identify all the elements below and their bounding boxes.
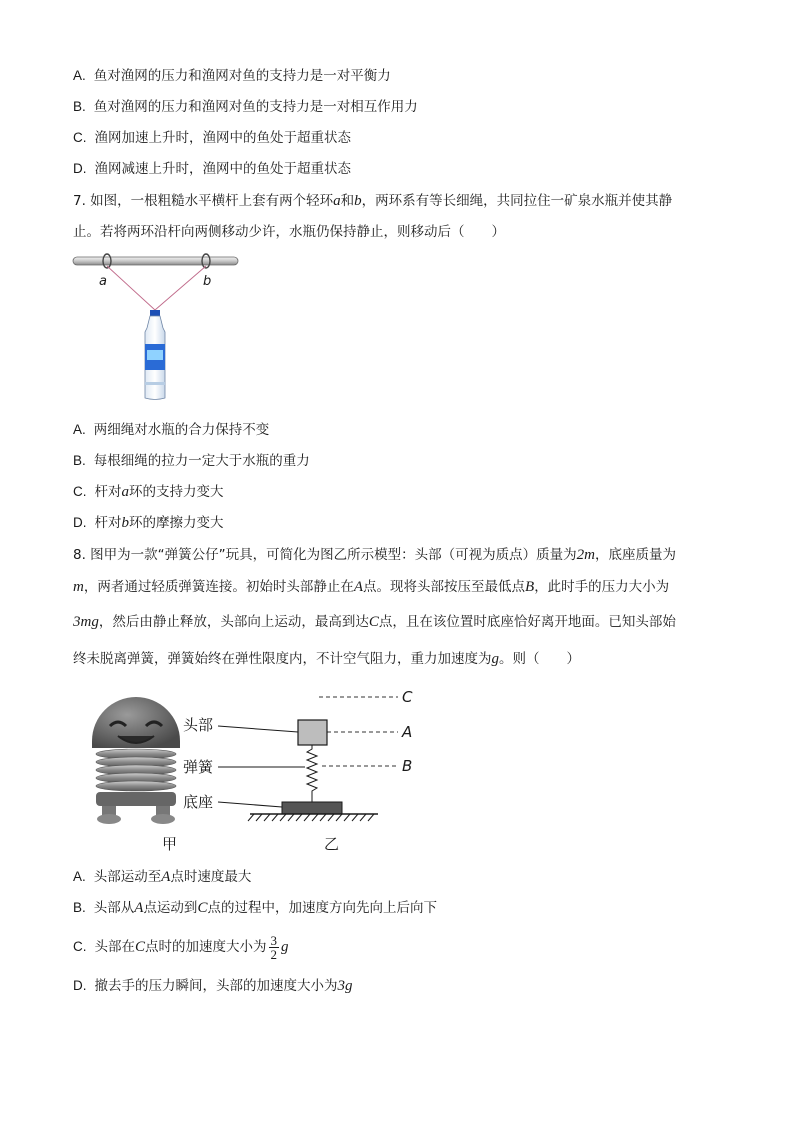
q8-text: ，此时手的压力大小为: [534, 579, 670, 595]
q8-text: ，底座质量为: [595, 547, 677, 563]
q6-option-d: [73, 159, 351, 179]
q6-option-a: [73, 66, 391, 86]
label-a: a: [99, 274, 107, 289]
label-a-level: A: [402, 723, 413, 741]
var-B: B: [525, 579, 535, 595]
var-3g: 3g: [337, 978, 353, 994]
option-text: 杆对: [94, 484, 122, 500]
q7-text: 7. 如图，一根粗糙水平横杆上套有两个轻环: [73, 193, 334, 209]
fraction-denominator: 2: [270, 946, 278, 962]
label-b-level: B: [402, 757, 413, 775]
q7-figure: [70, 252, 245, 402]
var-a: a: [333, 193, 341, 209]
option-text: 环的支持力变大: [129, 484, 224, 500]
option-letter: B.: [73, 453, 86, 468]
rope-a: [107, 266, 155, 310]
label-base: 底座: [183, 793, 214, 811]
option-letter: C.: [73, 130, 87, 145]
var-g: g: [281, 939, 289, 955]
q7-text: 止。若将两环沿杆向两侧移动少许，水瓶仍保持静止，则移动后（ ）: [73, 224, 505, 240]
var-b: b: [121, 515, 129, 531]
q8-stem-line3: [73, 612, 676, 632]
option-text: 鱼对渔网的压力和渔网对鱼的支持力是一对相互作用力: [93, 99, 418, 115]
q8-stem-line2: [73, 577, 669, 597]
option-text: 两细绳对水瓶的合力保持不变: [93, 422, 270, 438]
rope-b: [155, 266, 206, 310]
var-C: C: [197, 900, 208, 916]
option-text: 渔网加速上升时，渔网中的鱼处于超重状态: [94, 130, 351, 146]
q8-option-d: [73, 976, 353, 996]
var-3mg: 3mg: [73, 614, 99, 630]
q8-text: ，然后由静止释放，头部向上运动，最高到达: [98, 614, 369, 630]
q8-option-c: [73, 930, 289, 964]
var-m: m: [73, 579, 84, 595]
option-text: 环的摩擦力变大: [129, 515, 224, 531]
ground-hatch: [248, 814, 374, 821]
label-spring: 弹簧: [183, 758, 214, 776]
option-letter: D.: [73, 161, 87, 176]
q8-stem-line1: [73, 545, 676, 565]
q8-stem-line4: [73, 649, 580, 669]
option-letter: C.: [73, 939, 87, 954]
base-block: [282, 802, 342, 814]
q8-text: 点。现将头部按压至最低点: [363, 579, 526, 595]
var-a: a: [121, 484, 129, 500]
option-text: 点运动到: [143, 900, 198, 916]
option-letter: D.: [73, 515, 87, 530]
q8-text: 。则（ ）: [499, 651, 580, 667]
horizontal-rod: [73, 257, 238, 265]
option-text: 点的过程中，加速度方向先向上后向下: [207, 900, 437, 916]
option-letter: A.: [73, 422, 86, 437]
q6-option-c: [73, 128, 351, 148]
option-letter: A.: [73, 68, 86, 83]
q8-text: 点，且在该位置时底座恰好离开地面。已知头部始: [378, 614, 676, 630]
option-text: 撤去手的压力瞬间，头部的加速度大小为: [94, 978, 338, 994]
label-b: b: [203, 274, 212, 289]
water-bottle-icon: [145, 310, 165, 400]
option-letter: B.: [73, 900, 86, 915]
label-c: C: [402, 688, 413, 706]
spring-model: [248, 697, 398, 821]
caption-yi: 乙: [324, 835, 340, 853]
q7-option-b: [73, 451, 310, 471]
var-b: b: [354, 193, 362, 209]
label-head: 头部: [183, 716, 214, 734]
fraction-numerator: 3: [270, 932, 278, 948]
q7-option-c: [73, 482, 224, 502]
q8-figure: [80, 686, 420, 856]
var-C: C: [135, 939, 146, 955]
spring-toy-picture: [92, 697, 180, 824]
var-A: A: [134, 900, 144, 916]
option-text: 头部从: [93, 900, 135, 916]
q7-option-a: [73, 420, 269, 440]
option-letter: B.: [73, 99, 86, 114]
q8-text: 终未脱离弹簧，弹簧始终在弹性限度内，不计空气阻力，重力加速度为: [73, 651, 492, 667]
q8-option-a: [73, 867, 251, 887]
option-text: 鱼对渔网的压力和渔网对鱼的支持力是一对平衡力: [93, 68, 391, 84]
q7-text: 和: [340, 193, 355, 209]
q6-option-b: [73, 97, 418, 117]
option-text: 头部在: [94, 939, 135, 955]
var-2m: 2m: [576, 547, 596, 563]
pointer-head: [218, 726, 298, 732]
pointer-base: [218, 802, 282, 807]
q8-text: ，两者通过轻质弹簧连接。初始时头部静止在: [83, 579, 354, 595]
q7-stem-line1: [73, 191, 672, 211]
var-A: A: [353, 579, 364, 595]
head-block: [298, 720, 327, 745]
q7-option-d: [73, 513, 224, 533]
q7-text: ，两环系有等长细绳，共同拉住一矿泉水瓶并使其静: [361, 193, 673, 209]
option-text: 每根细绳的拉力一定大于水瓶的重力: [93, 453, 310, 469]
var-A: A: [161, 869, 171, 885]
q7-stem-line2: [73, 222, 505, 242]
option-text: 头部运动至: [93, 869, 162, 885]
option-letter: D.: [73, 978, 87, 993]
option-letter: C.: [73, 484, 87, 499]
option-text: 渔网减速上升时，渔网中的鱼处于超重状态: [94, 161, 351, 177]
var-C: C: [368, 614, 379, 630]
caption-jia: 甲: [162, 835, 178, 853]
spring-coil: [307, 745, 317, 802]
q8-text: 8. 图甲为一款“弹簧公仔”玩具，可简化为图乙所示模型：头部（可视为质点）质量为: [73, 547, 577, 563]
option-text: 杆对: [94, 515, 122, 531]
option-text: 点时速度最大: [170, 869, 252, 885]
fraction-three-halves: [269, 934, 280, 961]
option-letter: A.: [73, 869, 86, 884]
var-g: g: [491, 651, 499, 667]
option-text: 点时的加速度大小为: [145, 939, 267, 955]
q8-option-b: [73, 898, 437, 918]
